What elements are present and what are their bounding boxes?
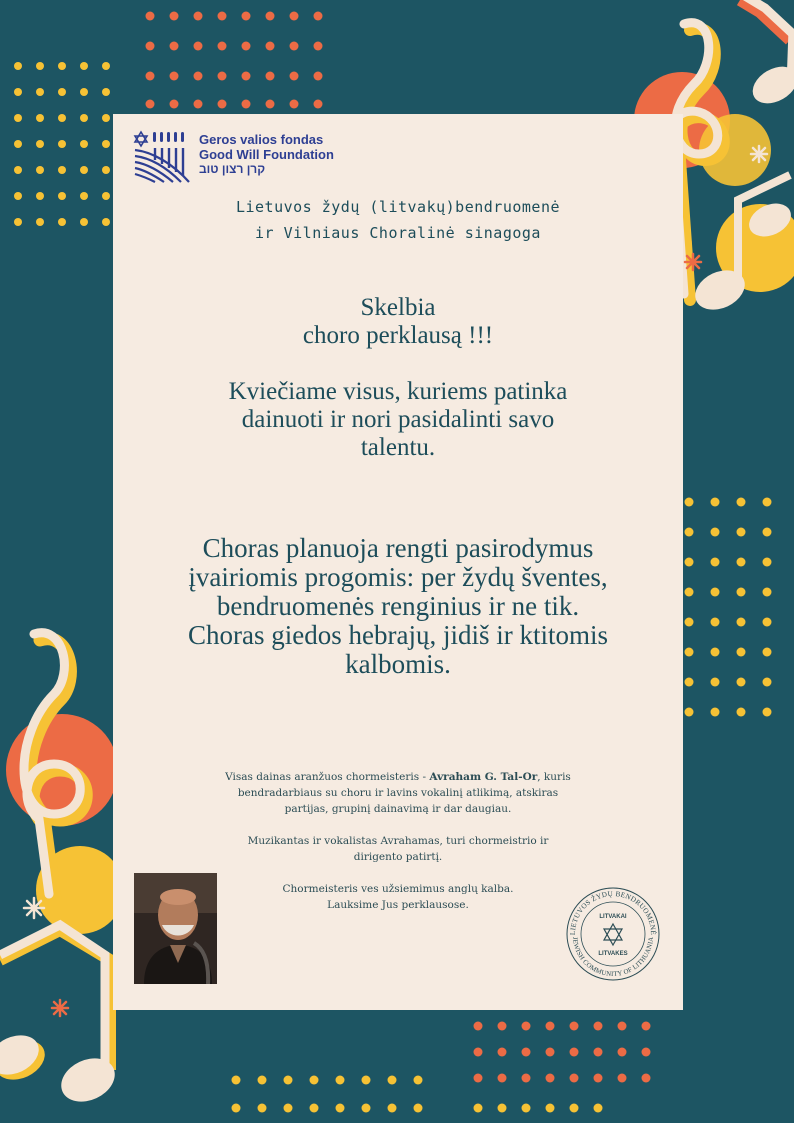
headline-line-5: talentu. [360,434,436,461]
star-of-david-icon [604,924,622,945]
announcement-headline [133,294,663,462]
organizer-line-1: Lietuvos žydų (litvakų)bendruomenė [235,198,561,216]
info-p2-line-1: Muzikantas ir vokalistas Avrahamas, turi chormeistrio ir [247,835,549,847]
seal-ring-top: LIETUVOS ŽYDŲ BENDRUOMENĖ [568,889,658,936]
seal-label-top: LITVAKAI [599,914,627,920]
headline-line-3: Kviečiame visus, kuriems patinka [228,378,568,405]
announcement-card [113,114,683,1010]
svg-text:JEWISH COMMUNITY OF LITHUANIA [571,936,655,978]
headline-line-2: choro perklausą !!! [302,322,494,349]
info-p3-line-2: Lauksime Jus perklausose. [327,899,469,911]
details-line-1: Choras planuoja rengti pasirodymus [202,533,594,563]
info-p1-text: Visas dainas aranžuos chormeisteris - [225,771,430,783]
seal-ring-bottom: JEWISH COMMUNITY OF LITHUANIA [570,936,656,979]
info-p1-line-2: bendradarbiaus su choru ir lavins vokalinį atlikimą, atskiras [237,787,559,799]
yellow-dot-grid-right [685,498,772,717]
jewish-community-seal [563,884,663,984]
headline-line-4: dainuoti ir nori pasidalinti savo [241,406,555,433]
choirmaster-name: Avraham G. Tal-Or [429,771,538,783]
music-note-cluster-left [0,633,124,1110]
seal-label-bottom: LITVAKES [598,951,628,957]
headline-line-1: Skelbia [360,294,436,321]
info-p2-line-2: dirigento patirtį. [353,851,443,863]
foundation-name [199,132,334,177]
organizer-heading [113,194,683,246]
foundation-name-en: Good Will Foundation [199,147,334,162]
details-line-3: bendruomenės renginius ir ne tik. [216,591,580,621]
info-p1-line-3: partijas, grupinį dainavimą ir dar daugiau. [284,803,512,815]
organizer-line-2: ir Vilniaus Choralinė sinagoga [255,224,541,242]
choirmaster-photo [134,873,217,984]
orange-dot-grid-top [146,12,323,109]
foundation-emblem-icon [133,128,193,184]
choir-details [123,534,673,679]
info-p1-text-end: , kuris [537,771,571,783]
details-line-2: įvairiomis progomis: per žydų šventes, [188,562,608,592]
info-p3-line-1: Chormeisteris ves užsiemimus anglų kalba. [282,883,514,895]
orange-dot-grid-bottom [474,1022,651,1083]
yellow-dot-grid-left [14,62,110,226]
info-p1-line-1 [153,769,643,785]
portrait-image [134,873,217,984]
foundation-name-he: קרן רצון טוב [199,162,266,176]
details-line-4: Choras giedos hebrajų, jidiš ir ktitomis [188,620,608,650]
details-line-5: kalbomis. [345,649,451,679]
good-will-foundation-logo [133,128,363,184]
foundation-name-lt: Geros valios fondas [199,132,324,147]
